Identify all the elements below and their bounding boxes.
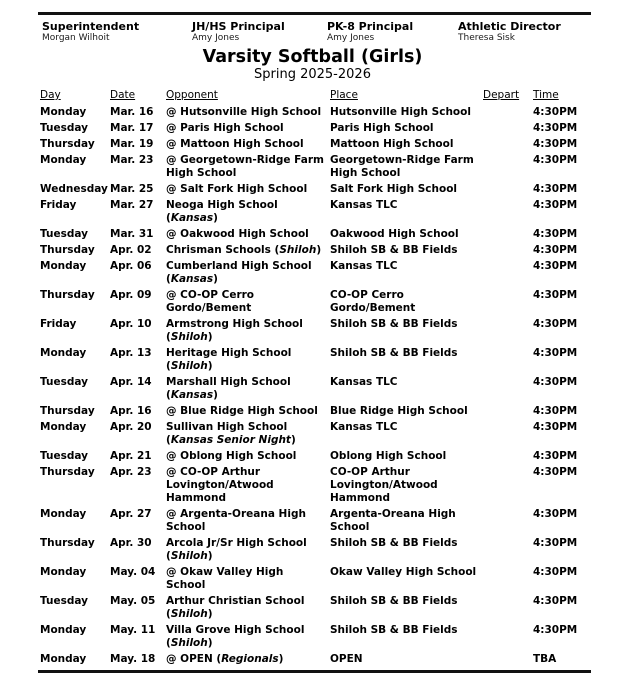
cell-depart [483, 623, 533, 652]
schedule-row [40, 623, 592, 652]
cell-depart [483, 449, 533, 465]
cell-day: Monday [40, 421, 87, 433]
cell-depart [483, 259, 533, 288]
cell-depart [483, 198, 533, 227]
schedule-table [40, 87, 592, 668]
cell-time: 4:30PM [533, 508, 578, 520]
staff-block-4 [458, 20, 588, 44]
cell-day: Thursday [40, 138, 95, 150]
cell-opponent: @ Mattoon High School [166, 138, 304, 150]
cell-depart [483, 565, 533, 594]
cell-place: CO-OP Cerro Gordo/Bement [330, 289, 416, 314]
schedule-row [40, 346, 592, 375]
staff-name: Amy Jones [192, 33, 240, 43]
col-header-time: Time [533, 89, 559, 101]
cell-day: Monday [40, 154, 87, 166]
cell-date: Apr. 10 [110, 318, 152, 330]
cell-date: Mar. 23 [110, 154, 154, 166]
cell-opponent: @ Oakwood High School [166, 228, 309, 240]
cell-depart [483, 153, 533, 182]
cell-time: 4:30PM [533, 347, 578, 359]
opponent-note: Shiloh [170, 608, 208, 620]
schedule-page [0, 12, 625, 665]
cell-time: 4:30PM [533, 199, 578, 211]
cell-time: 4:30PM [533, 466, 578, 478]
cell-depart [483, 121, 533, 137]
staff-header [42, 20, 625, 44]
opponent-note: Shiloh [170, 331, 208, 343]
cell-date: May. 05 [110, 595, 156, 607]
cell-depart [483, 346, 533, 375]
cell-day: Thursday [40, 405, 95, 417]
cell-opponent: @ Salt Fork High School [166, 183, 308, 195]
cell-opponent: @ Argenta-Oreana High School [166, 508, 306, 533]
staff-role-title: PK-8 Principal [327, 20, 414, 33]
cell-day: Wednesday [40, 183, 108, 195]
opponent-note: Kansas [170, 389, 214, 401]
schedule-row [40, 420, 592, 449]
cell-depart [483, 317, 533, 346]
staff-name: Morgan Wilhoit [42, 33, 110, 43]
opponent-note: Kansas Senior Night [170, 434, 291, 446]
cell-opponent: @ Blue Ridge High School [166, 405, 318, 417]
cell-opponent: @ CO-OP Arthur Lovington/Atwood Hammond [166, 466, 274, 504]
cell-time: 4:30PM [533, 624, 578, 636]
col-header-day: Day [40, 89, 61, 101]
opponent-note: Shiloh [170, 550, 208, 562]
cell-depart [483, 105, 533, 121]
cell-day: Friday [40, 318, 77, 330]
cell-time: 4:30PM [533, 228, 578, 240]
opponent-note: Kansas [170, 212, 214, 224]
cell-place: Kansas TLC [330, 260, 398, 272]
cell-time: 4:30PM [533, 183, 578, 195]
cell-depart [483, 137, 533, 153]
cell-date: Mar. 27 [110, 199, 154, 211]
cell-time: 4:30PM [533, 537, 578, 549]
opponent-note: Kansas [170, 273, 214, 285]
cell-place: Shiloh SB & BB Fields [330, 244, 458, 256]
cell-time: 4:30PM [533, 154, 578, 166]
cell-date: Apr. 30 [110, 537, 152, 549]
cell-time: 4:30PM [533, 318, 578, 330]
schedule-row [40, 507, 592, 536]
schedule-row [40, 404, 592, 420]
page-title: Varsity Softball (Girls) [202, 47, 423, 67]
cell-day: Thursday [40, 244, 95, 256]
cell-date: May. 04 [110, 566, 156, 578]
cell-place: Shiloh SB & BB Fields [330, 318, 458, 330]
cell-day: Tuesday [40, 595, 88, 607]
cell-depart [483, 465, 533, 507]
cell-depart [483, 182, 533, 198]
col-header-date: Date [110, 89, 136, 101]
cell-date: Mar. 17 [110, 122, 154, 134]
schedule-row [40, 594, 592, 623]
cell-day: Tuesday [40, 376, 88, 388]
cell-place: Oblong High School [330, 450, 447, 462]
cell-depart [483, 404, 533, 420]
cell-opponent: Heritage High School (Shiloh) [166, 347, 292, 372]
cell-place: Kansas TLC [330, 376, 398, 388]
staff-name: Amy Jones [327, 33, 375, 43]
staff-name: Theresa Sisk [458, 33, 515, 43]
schedule-row [40, 121, 592, 137]
opponent-note: Shiloh [170, 360, 208, 372]
cell-time: 4:30PM [533, 421, 578, 433]
cell-date: Mar. 31 [110, 228, 154, 240]
cell-day: Tuesday [40, 122, 88, 134]
cell-day: Friday [40, 199, 77, 211]
staff-role-title: Superintendent [42, 20, 140, 33]
cell-place: Okaw Valley High School [330, 566, 477, 578]
cell-day: Monday [40, 347, 87, 359]
cell-day: Thursday [40, 537, 95, 549]
opponent-note: Regionals [221, 653, 279, 665]
cell-day: Thursday [40, 289, 95, 301]
cell-date: May. 18 [110, 653, 156, 665]
cell-date: Apr. 20 [110, 421, 152, 433]
cell-time: TBA [533, 653, 557, 665]
cell-place: Paris High School [330, 122, 434, 134]
cell-day: Monday [40, 653, 87, 665]
cell-date: Mar. 19 [110, 138, 154, 150]
cell-place: Georgetown-Ridge Farm High School [330, 154, 474, 179]
cell-opponent: @ CO-OP Cerro Gordo/Bement [166, 289, 255, 314]
cell-depart [483, 507, 533, 536]
opponent-note: Shiloh [279, 244, 317, 256]
cell-time: 4:30PM [533, 244, 578, 256]
column-header-row [40, 87, 592, 105]
cell-depart [483, 420, 533, 449]
cell-date: Apr. 06 [110, 260, 152, 272]
cell-place: Kansas TLC [330, 421, 398, 433]
cell-time: 4:30PM [533, 450, 578, 462]
schedule-row [40, 288, 592, 317]
schedule-body [40, 105, 592, 668]
cell-depart [483, 375, 533, 404]
schedule-row [40, 153, 592, 182]
cell-opponent: Sullivan High School (Kansas Senior Night) [166, 421, 296, 446]
cell-opponent: Neoga High School (Kansas) [166, 199, 278, 224]
cell-opponent: @ Paris High School [166, 122, 284, 134]
cell-place: OPEN [330, 653, 363, 665]
schedule-row [40, 652, 592, 668]
cell-opponent: @ Oblong High School [166, 450, 297, 462]
schedule-row [40, 536, 592, 565]
schedule-row [40, 227, 592, 243]
cell-place: Shiloh SB & BB Fields [330, 347, 458, 359]
cell-day: Monday [40, 106, 87, 118]
schedule-row [40, 565, 592, 594]
cell-date: Apr. 23 [110, 466, 152, 478]
cell-opponent: Cumberland High School (Kansas) [166, 260, 312, 285]
cell-date: Apr. 27 [110, 508, 152, 520]
cell-date: Apr. 13 [110, 347, 152, 359]
cell-place: Oakwood High School [330, 228, 459, 240]
cell-time: 4:30PM [533, 595, 578, 607]
schedule-row [40, 375, 592, 404]
schedule-row [40, 259, 592, 288]
page-subtitle: Spring 2025-2026 [254, 67, 371, 82]
cell-place: Blue Ridge High School [330, 405, 468, 417]
cell-time: 4:30PM [533, 405, 578, 417]
staff-block-3 [327, 20, 458, 44]
cell-place: Hutsonville High School [330, 106, 471, 118]
cell-place: Argenta-Oreana High School [330, 508, 456, 533]
cell-day: Tuesday [40, 228, 88, 240]
cell-place: Kansas TLC [330, 199, 398, 211]
cell-time: 4:30PM [533, 106, 578, 118]
cell-date: Apr. 16 [110, 405, 152, 417]
cell-depart [483, 288, 533, 317]
cell-place: CO-OP Arthur Lovington/Atwood Hammond [330, 466, 438, 504]
cell-opponent: @ Hutsonville High School [166, 106, 322, 118]
col-header-depart: Depart [483, 89, 520, 101]
cell-date: Mar. 25 [110, 183, 154, 195]
cell-depart [483, 594, 533, 623]
cell-place: Shiloh SB & BB Fields [330, 537, 458, 549]
staff-block-2 [192, 20, 327, 44]
col-header-place: Place [330, 89, 358, 101]
cell-day: Tuesday [40, 450, 88, 462]
opponent-note: Shiloh [170, 637, 208, 649]
cell-time: 4:30PM [533, 138, 578, 150]
staff-block-1 [42, 20, 192, 44]
cell-date: May. 11 [110, 624, 156, 636]
schedule-row [40, 105, 592, 121]
cell-place: Mattoon High School [330, 138, 454, 150]
schedule-row [40, 137, 592, 153]
cell-day: Thursday [40, 466, 95, 478]
cell-time: 4:30PM [533, 376, 578, 388]
cell-date: Mar. 16 [110, 106, 154, 118]
schedule-row [40, 198, 592, 227]
cell-time: 4:30PM [533, 566, 578, 578]
schedule-row [40, 317, 592, 346]
cell-day: Monday [40, 260, 87, 272]
cell-place: Shiloh SB & BB Fields [330, 595, 458, 607]
cell-opponent: Armstrong High School (Shiloh) [166, 318, 303, 343]
cell-opponent: Chrisman Schools (Shiloh) [166, 244, 322, 256]
cell-depart [483, 652, 533, 668]
cell-opponent: @ Okaw Valley High School [166, 566, 284, 591]
cell-place: Shiloh SB & BB Fields [330, 624, 458, 636]
cell-day: Monday [40, 566, 87, 578]
schedule-row [40, 243, 592, 259]
cell-depart [483, 243, 533, 259]
top-rule [38, 12, 591, 15]
staff-role-title: Athletic Director [458, 20, 561, 33]
cell-opponent: Arcola Jr/Sr High School (Shiloh) [166, 537, 307, 562]
cell-opponent: Villa Grove High School (Shiloh) [166, 624, 305, 649]
cell-date: Apr. 02 [110, 244, 152, 256]
cell-date: Apr. 09 [110, 289, 152, 301]
cell-day: Monday [40, 508, 87, 520]
staff-role-title: JH/HS Principal [192, 20, 285, 33]
cell-depart [483, 227, 533, 243]
schedule-row [40, 182, 592, 198]
cell-depart [483, 536, 533, 565]
cell-date: Apr. 14 [110, 376, 152, 388]
cell-time: 4:30PM [533, 260, 578, 272]
cell-time: 4:30PM [533, 289, 578, 301]
cell-opponent: Marshall High School (Kansas) [166, 376, 291, 401]
col-header-opponent: Opponent [166, 89, 218, 101]
cell-time: 4:30PM [533, 122, 578, 134]
cell-opponent: Arthur Christian School (Shiloh) [166, 595, 305, 620]
cell-date: Apr. 21 [110, 450, 152, 462]
cell-day: Monday [40, 624, 87, 636]
schedule-row [40, 465, 592, 507]
schedule-row [40, 449, 592, 465]
cell-opponent: @ Georgetown-Ridge Farm High School [166, 154, 324, 179]
cell-place: Salt Fork High School [330, 183, 458, 195]
cell-opponent: @ OPEN (Regionals) [166, 653, 284, 665]
